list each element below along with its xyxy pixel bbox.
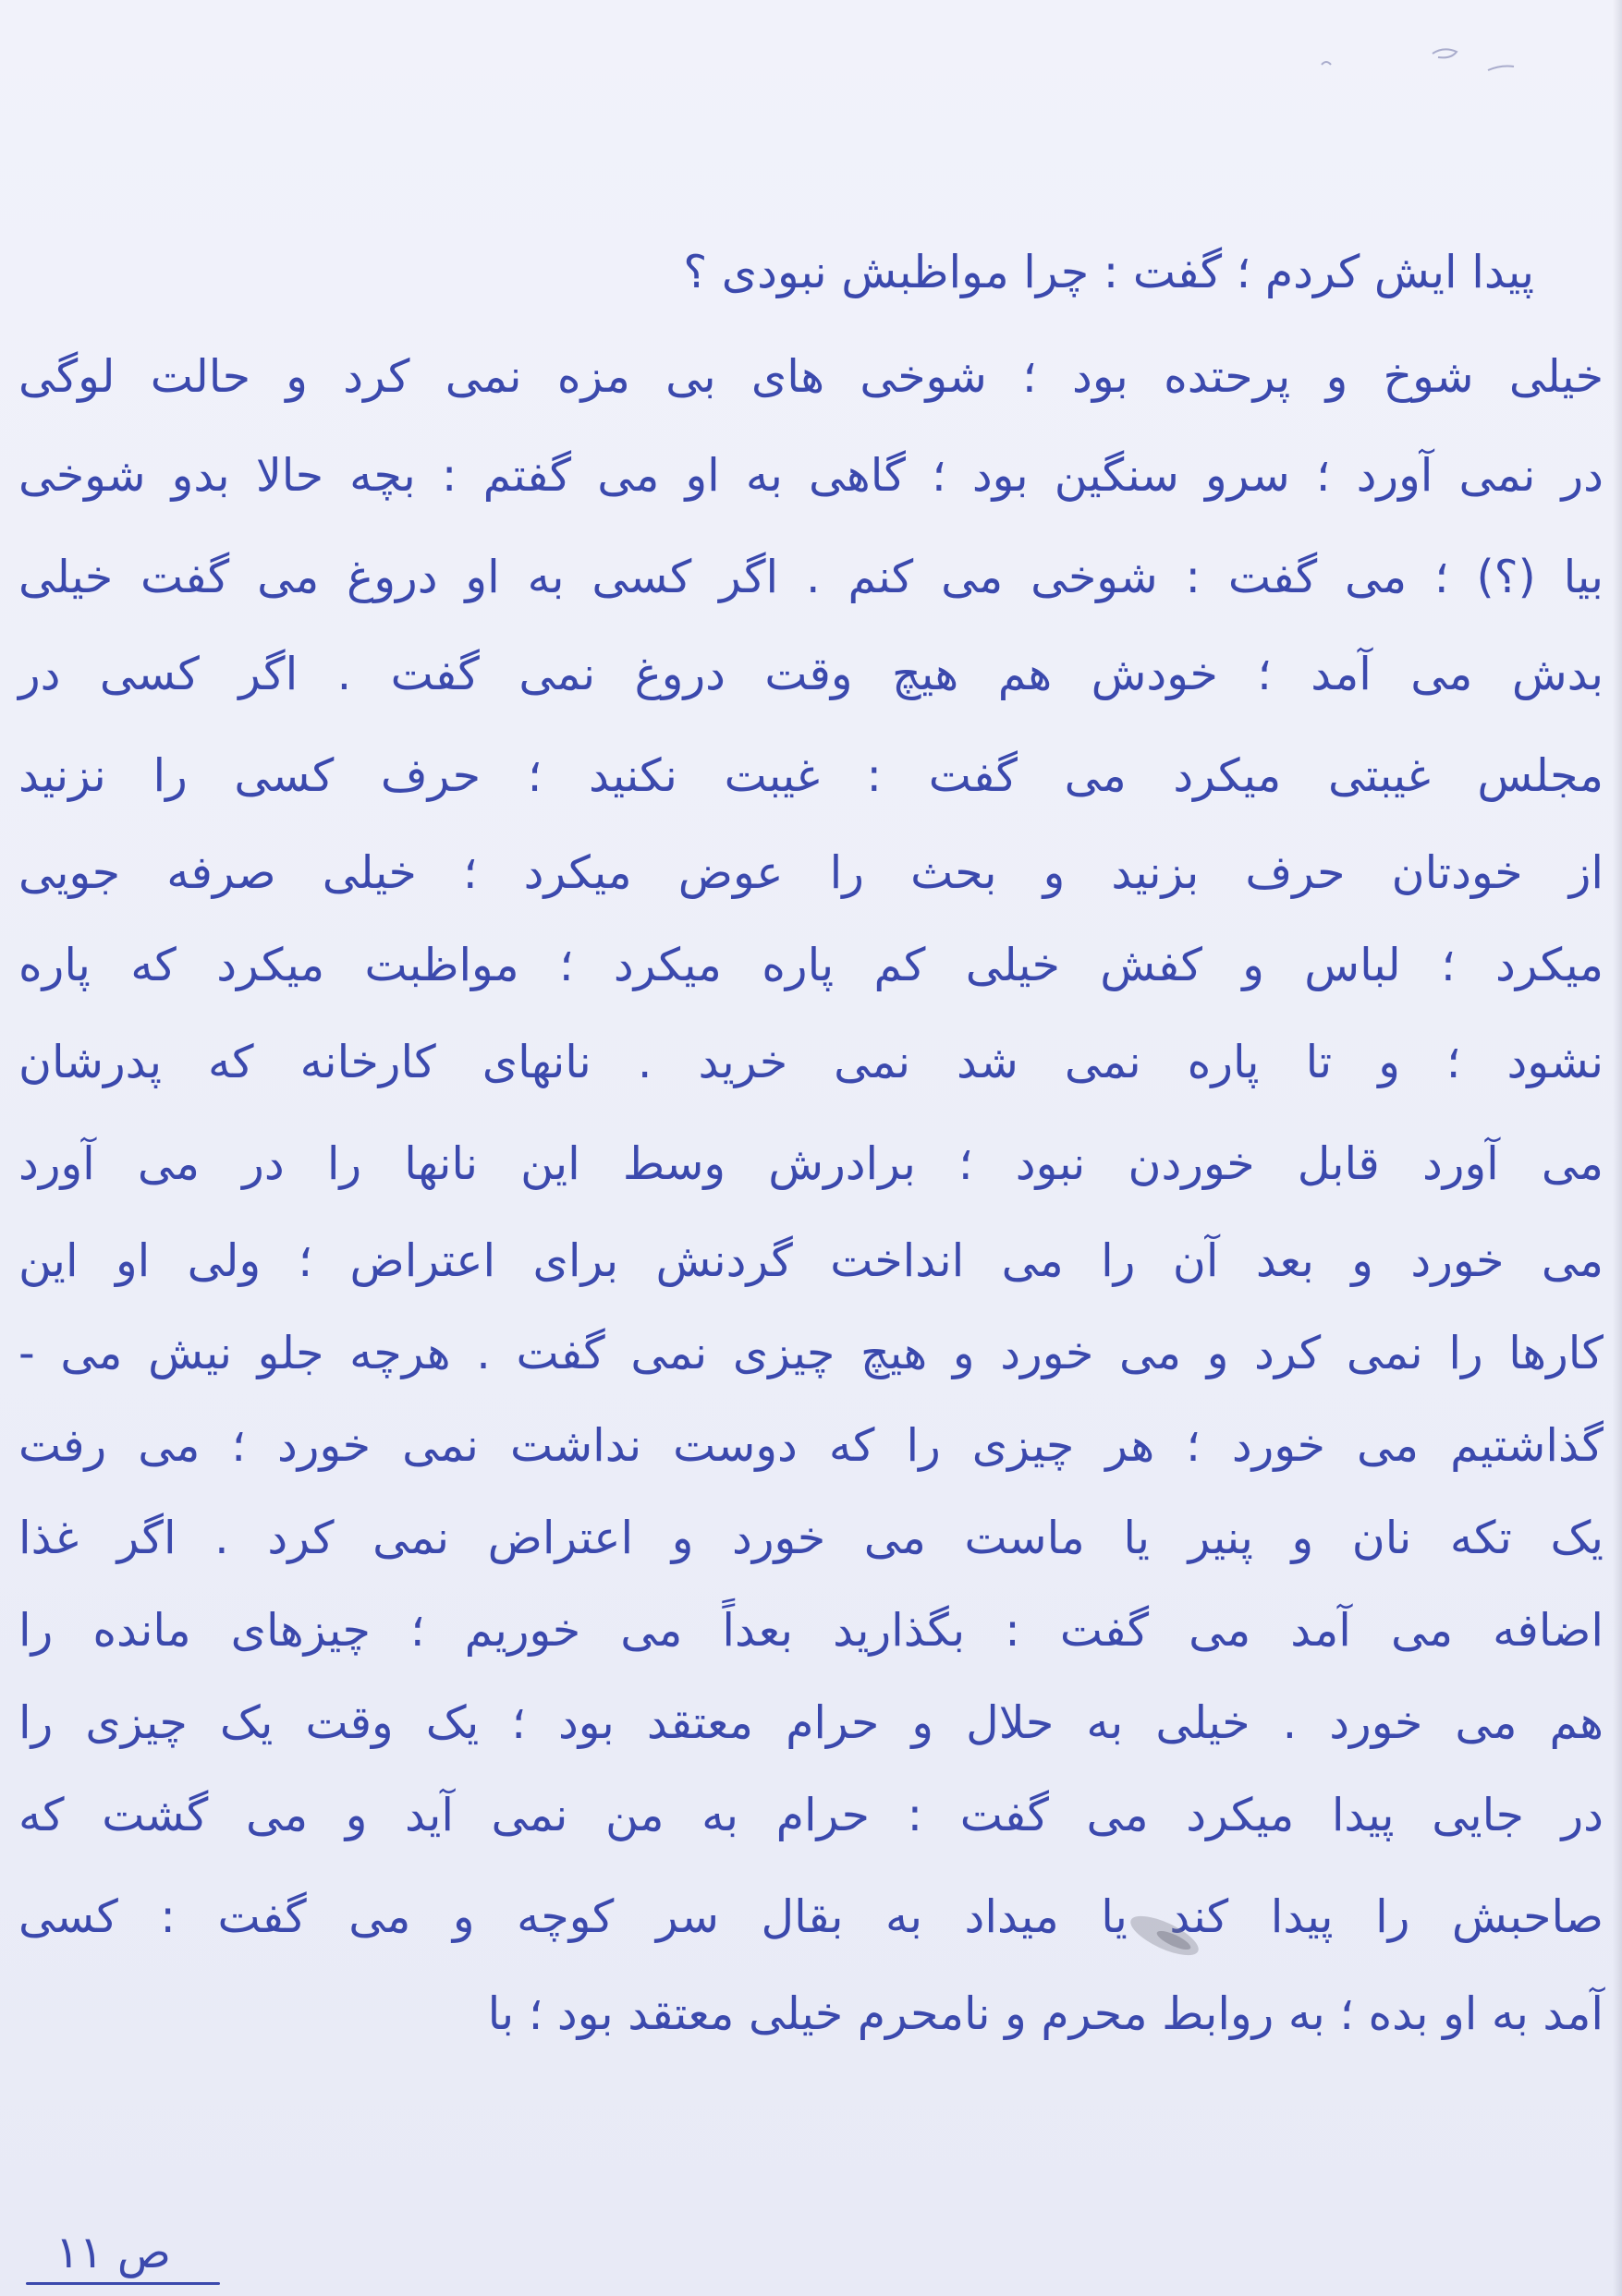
page-number: ص ۱۱ — [55, 2227, 171, 2278]
footer-underline — [26, 2282, 220, 2285]
text-line: میکرد ؛ لباس و کفش خیلی کم پاره میکرد ؛ مواظبت میکرد که پاره — [18, 939, 1604, 991]
text-line: می آورد قابل خوردن نبود ؛ برادرش وسط این نانها را در می آورد — [18, 1137, 1604, 1190]
text-line: نشود ؛ و تا پاره نمی شد نمی خرید . نانهای کارخانه که پدرشان — [18, 1036, 1604, 1088]
text-line: گذاشتیم می خورد ؛ هر چیزی را که دوست نداشت نمی خورد ؛ می رفت — [18, 1419, 1604, 1472]
ink-smudge — [1109, 1903, 1220, 1968]
text-line: یک تکه نان و پنیر یا ماست می خورد و اعتراض نمی کرد . اگر غذا — [18, 1512, 1604, 1564]
top-ink-marks — [1312, 37, 1534, 83]
text-line: می خورد و بعد آن را می انداخت گردنش برای اعتراض ؛ ولی او این — [18, 1234, 1604, 1287]
text-line: در نمی آورد ؛ سرو سنگین بود ؛ گاهی به او می گفتم : بچه حالا بدو شوخی — [18, 449, 1604, 502]
text-line: در جایی پیدا میکرد می گفت : حرام به من نمی آید و می گشت که — [18, 1789, 1604, 1841]
text-line: آمد به او بده ؛ به روابط محرم و نامحرم خیلی معتقد بود ؛ با — [487, 1987, 1604, 2040]
text-line: از خودتان حرف بزنید و بحث را عوض میکرد ؛ خیلی صرفه جویی — [18, 846, 1604, 899]
text-line: صاحبش را پیدا کند یا میداد به بقال سر کوچه و می گفت : کسی — [18, 1890, 1604, 1943]
text-line: پیدا ایش کردم ؛ گفت : چرا مواظبش نبودی ؟ — [683, 246, 1534, 298]
text-line: اضافه می آمد می گفت : بگذارید بعداً می خوریم ؛ چیزهای مانده را — [18, 1604, 1604, 1657]
text-line: خیلی شوخ و پرحتده بود ؛ شوخی های بی مزه نمی کرد و حالت لوگی — [18, 350, 1604, 403]
text-line: بدش می آمد ؛ خودش هم هیچ وقت دروغ نمی گفت . اگر کسی در — [18, 648, 1604, 700]
page-edge-shadow — [1613, 0, 1622, 2296]
text-line: کارها را نمی کرد و می خورد و هیچ چیزی نمی گفت . هرچه جلو نیش می - — [18, 1327, 1604, 1379]
text-line: بیا (؟) ؛ می گفت : شوخی می کنم . اگر کسی به او دروغ می گفت خیلی — [18, 551, 1604, 603]
text-line: هم می خورد . خیلی به حلال و حرام معتقد بود ؛ یک وقت یک چیزی را — [18, 1696, 1604, 1749]
text-line: مجلس غیبتی میکرد می گفت : غیبت نکنید ؛ حرف کسی را نزنید — [18, 749, 1604, 802]
